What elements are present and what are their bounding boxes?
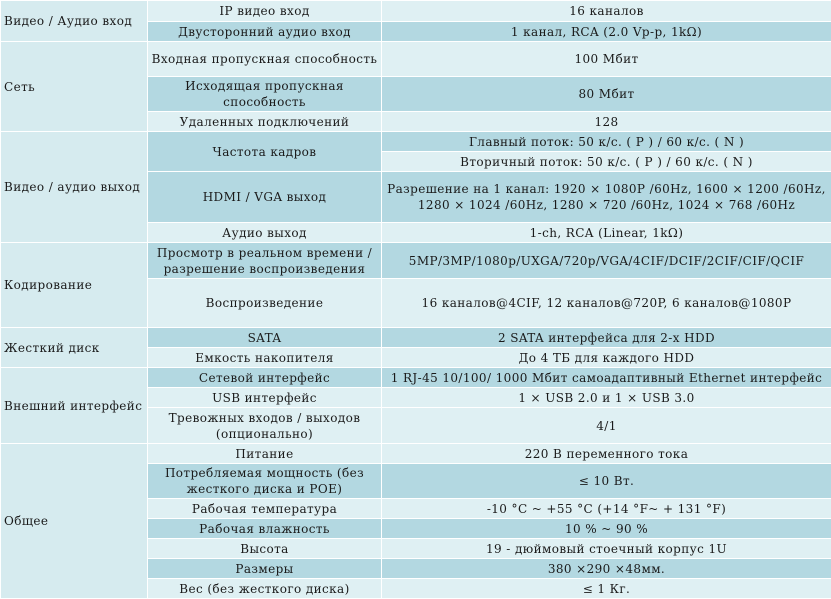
table-row <box>1 42 831 77</box>
category-cell: Сеть <box>1 42 148 132</box>
param-value: 1 канал, RCA (2.0 Vp-p, 1kΩ) <box>382 22 831 42</box>
param-value: 128 <box>382 112 831 132</box>
param-value: 4/1 <box>382 408 831 444</box>
param-label: Сетевой интерфейс <box>148 368 382 388</box>
param-label: Исходящая пропускная способность <box>148 77 382 112</box>
param-value: 1-ch, RCA (Linear, 1kΩ) <box>382 223 831 243</box>
param-label: Потребляемая мощность (без жесткого диска и POE) <box>148 464 382 499</box>
param-value: 1 RJ-45 10/100/ 1000 Мбит самоадаптивный Ethernet интерфейс <box>382 368 831 388</box>
param-value: 220 В переменного тока <box>382 444 831 464</box>
table-row <box>1 132 831 152</box>
param-label: Аудио выход <box>148 223 382 243</box>
table-row <box>1 243 831 279</box>
param-value: 380 ×290 ×48мм. <box>382 559 831 579</box>
param-label: Частота кадров <box>148 132 382 172</box>
param-value: До 4 ТБ для каждого HDD <box>382 348 831 368</box>
param-label: Рабочая влажность <box>148 519 382 539</box>
param-value: ≤ 1 Кг. <box>382 579 831 599</box>
param-value: Разрешение на 1 канал: 1920 × 1080P /60Hz, 1600 × 1200 /60Hz, 1280 × 1024 /60Hz, 1280 × 720 /60Hz, 1024 × 768 /60Hz <box>382 172 831 223</box>
param-label: HDMI / VGA выход <box>148 172 382 223</box>
param-label: Воспроизведение <box>148 279 382 328</box>
param-label: Вес (без жесткого диска) <box>148 579 382 599</box>
param-label: IP видео вход <box>148 1 382 22</box>
param-value: 16 каналов <box>382 1 831 22</box>
param-label: Входная пропускная способность <box>148 42 382 77</box>
param-value: 100 Мбит <box>382 42 831 77</box>
param-value: 19 - дюймовый стоечный корпус 1U <box>382 539 831 559</box>
param-label: Емкость накопителя <box>148 348 382 368</box>
param-label: Двусторонний аудио вход <box>148 22 382 42</box>
param-label: Просмотр в реальном времени / разрешение воспроизведения <box>148 243 382 279</box>
category-cell: Кодирование <box>1 243 148 328</box>
param-value: ≤ 10 Вт. <box>382 464 831 499</box>
param-value: 5MP/3MP/1080p/UXGA/720p/VGA/4CIF/DCIF/2CIF/CIF/QCIF <box>382 243 831 279</box>
param-value: Вторичный поток: 50 к/с. ( P ) / 60 к/с. ( N ) <box>382 152 831 172</box>
param-value: 80 Мбит <box>382 77 831 112</box>
table-row <box>1 328 831 348</box>
param-label: Питание <box>148 444 382 464</box>
param-label: USB интерфейс <box>148 388 382 408</box>
category-cell: Общее <box>1 444 148 599</box>
param-value: Главный поток: 50 к/с. ( P ) / 60 к/с. ( N ) <box>382 132 831 152</box>
table-row <box>1 444 831 464</box>
param-label: Тревожных входов / выходов (опционально) <box>148 408 382 444</box>
table-row <box>1 1 831 22</box>
param-value: -10 °C ~ +55 °C (+14 °F~ + 131 °F) <box>382 499 831 519</box>
param-label: Рабочая температура <box>148 499 382 519</box>
param-value: 2 SATA интерфейса для 2-х HDD <box>382 328 831 348</box>
table-row <box>1 368 831 388</box>
param-value: 10 % ~ 90 % <box>382 519 831 539</box>
param-value: 16 каналов@4CIF, 12 каналов@720P, 6 каналов@1080P <box>382 279 831 328</box>
category-cell: Видео / Аудио вход <box>1 1 148 42</box>
param-label: SATA <box>148 328 382 348</box>
category-cell: Видео / аудио выход <box>1 132 148 243</box>
param-label: Высота <box>148 539 382 559</box>
param-label: Удаленных подключений <box>148 112 382 132</box>
category-cell: Внешний интерфейс <box>1 368 148 444</box>
category-cell: Жесткий диск <box>1 328 148 368</box>
param-label: Размеры <box>148 559 382 579</box>
param-value: 1 × USB 2.0 и 1 × USB 3.0 <box>382 388 831 408</box>
